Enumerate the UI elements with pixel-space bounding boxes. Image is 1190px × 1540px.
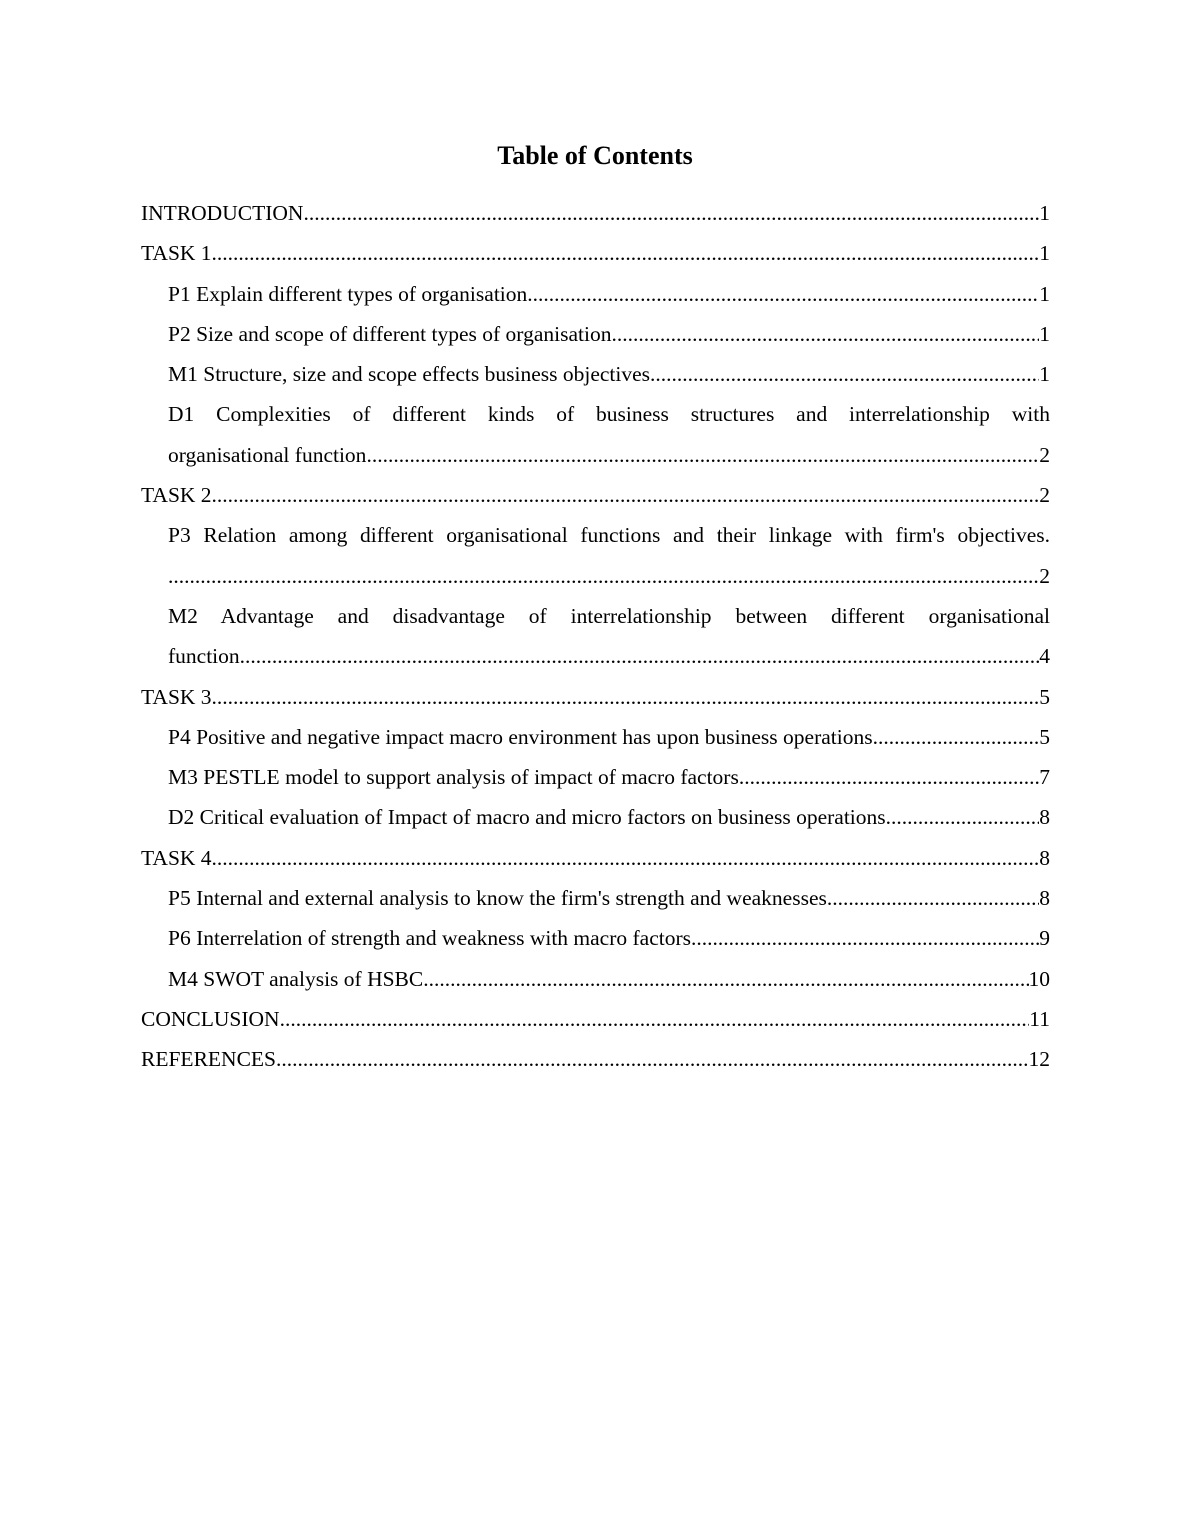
dot-leader (739, 757, 1039, 797)
toc-entry-page: 8 (1039, 805, 1050, 830)
toc-entry-label: M4 SWOT analysis of HSBC (168, 966, 424, 991)
toc-entry-p4[interactable] (141, 717, 1050, 757)
toc-entry-page: 9 (1039, 926, 1050, 951)
dot-leader (527, 274, 1039, 314)
toc-entry-label: CONCLUSION (141, 1006, 280, 1031)
dot-leader (366, 435, 1039, 475)
toc-entry-label: P4 Positive and negative impact macro environment has upon business operations (168, 724, 873, 749)
toc-entry-page: 8 (1039, 886, 1050, 911)
toc-entry-label: P2 Size and scope of different types of organisation (168, 321, 612, 346)
dot-leader (212, 677, 1040, 717)
toc-entry-line1: P3 Relation among different organisational functions and their linkage with firm's objectives. (168, 523, 1050, 548)
dot-leader (303, 193, 1039, 233)
dot-leader (168, 556, 1039, 596)
toc-entry-page: 5 (1039, 684, 1050, 709)
toc-entry-task-3[interactable] (141, 677, 1050, 717)
toc-entry-page: 2 (1039, 483, 1050, 508)
toc-entry-line1: M2 Advantage and disadvantage of interrelationship between different organisational (168, 603, 1050, 628)
toc-entry-page: 5 (1039, 724, 1050, 749)
toc-entry-task-4[interactable] (141, 838, 1050, 878)
toc-entry-p2[interactable] (141, 314, 1050, 354)
toc-entry-label: INTRODUCTION (141, 201, 304, 225)
toc-entry-d2[interactable] (141, 797, 1050, 837)
toc-entry-m1[interactable] (141, 354, 1050, 394)
toc-entry-label: P1 Explain different types of organisation (168, 281, 528, 306)
toc-entry-p6[interactable] (141, 918, 1050, 958)
toc-entry-d1[interactable] (141, 394, 1050, 475)
toc-entry-page: 2 (1039, 442, 1050, 467)
toc-entry-label: TASK 2 (141, 483, 212, 508)
toc-entry-p3[interactable] (141, 515, 1050, 596)
toc-entry-page: 12 (1028, 1047, 1050, 1072)
toc-title: Table of Contents (497, 141, 693, 170)
toc-entry-label: organisational function (168, 442, 367, 467)
toc-entry-page: 4 (1039, 644, 1050, 669)
toc-entry-line1: D1 Complexities of different kinds of business structures and interrelationship with (168, 402, 1050, 427)
toc-entry-label: TASK 4 (141, 845, 212, 870)
dot-leader (886, 797, 1040, 837)
toc-entry-page: 10 (1028, 966, 1050, 991)
dot-leader (276, 1039, 1029, 1079)
dot-leader (212, 838, 1040, 878)
toc-entry-introduction[interactable] (141, 193, 1050, 233)
toc-entry-page: 8 (1039, 845, 1050, 870)
dot-leader (873, 717, 1040, 757)
toc-entry-page: 1 (1039, 241, 1050, 266)
toc-entry-page: 1 (1039, 321, 1050, 346)
toc-entry-page: 1 (1039, 201, 1050, 225)
toc-entry-p5[interactable] (141, 878, 1050, 918)
toc-entry-label: TASK 3 (141, 684, 212, 709)
toc-entry-page: 7 (1039, 765, 1050, 790)
toc-entry-page: 1 (1039, 281, 1050, 306)
toc-entry-m4[interactable] (141, 959, 1050, 999)
toc-entry-m3[interactable] (141, 757, 1050, 797)
toc-entry-label: P5 Internal and external analysis to know the firm's strength and weaknesses (168, 886, 827, 911)
dot-leader (240, 636, 1040, 676)
toc-entry-label: P6 Interrelation of strength and weakness with macro factors (168, 926, 692, 951)
dot-leader (423, 959, 1028, 999)
toc-entry-label: REFERENCES (141, 1047, 276, 1072)
dot-leader (827, 878, 1039, 918)
dot-leader (691, 918, 1039, 958)
dot-leader (280, 999, 1030, 1039)
toc-entry-label: M1 Structure, size and scope effects business objectives (168, 362, 651, 387)
toc-entry-page: 1 (1039, 362, 1050, 387)
toc-entry-conclusion[interactable] (141, 999, 1050, 1039)
toc-entry-label: TASK 1 (141, 241, 212, 266)
toc-entry-task-1[interactable] (141, 233, 1050, 273)
toc-entry-task-2[interactable] (141, 475, 1050, 515)
toc-entry-m2[interactable] (141, 596, 1050, 677)
toc-entry-page: 2 (1039, 563, 1050, 588)
table-of-contents (141, 193, 1050, 1080)
dot-leader (611, 314, 1039, 354)
dot-leader (212, 233, 1040, 273)
toc-entry-page: 11 (1029, 1006, 1050, 1031)
toc-entry-references[interactable] (141, 1039, 1050, 1079)
dot-leader (212, 475, 1040, 515)
toc-entry-p1[interactable] (141, 274, 1050, 314)
toc-entry-label: M3 PESTLE model to support analysis of impact of macro factors (168, 765, 739, 790)
dot-leader (650, 354, 1039, 394)
toc-entry-label: D2 Critical evaluation of Impact of macro and micro factors on business operations (168, 805, 886, 830)
toc-entry-label: function (168, 644, 240, 669)
